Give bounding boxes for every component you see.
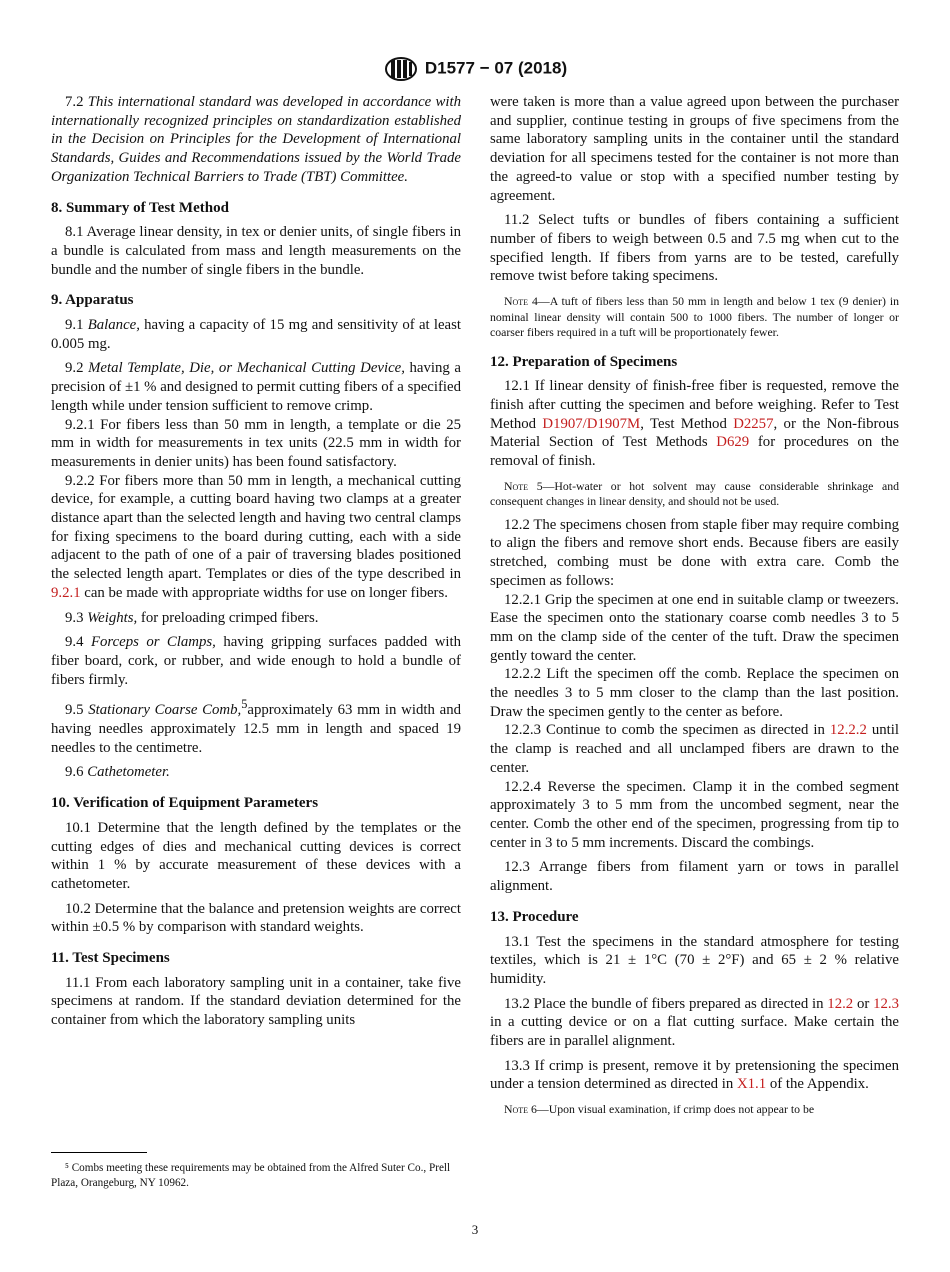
heading-12: 12. Preparation of Specimens [490,353,678,370]
heading-10: 10. Verification of Equipment Parameters [51,795,319,812]
note-6: Note 6—Upon visual examination, if crimp does not appear to be [504,1102,815,1117]
page-header [0,56,950,82]
section-9-4: 9.4 Forceps or Clamps, having gripping surfaces padded with fiber board, cork, or rubber, and wide enough to hold a bundle of fibers firmly. [51,634,462,688]
note-4: Note 4—A tuft of fibers less than 50 mm in length and below 1 tex (9 denier) in nominal linear density will contain 500 to 1000 fibers. The number of longer or coarser fibers required in a tuft will be proportionately fewer. [490,294,899,340]
section-10-1: 10.1 Determine that the length defined by the templates or the cutting edges of dies and mechanical cutting devices is correct within 1 % by accurate measurement of these devices with a cathetometer. [51,819,461,892]
section-12-2-4: 12.2.4 Reverse the specimen. Clamp it in the combed segment approximately 3 to 5 mm from the uncombed segment, near the center. Comb the other end of the specimen, progressing from tip to center in 3 to 5 mm increments. Discard the combings. [490,778,899,851]
section-11-2: 11.2 Select tufts or bundles of fibers containing a sufficient number of fibers to weigh between 0.5 and 7.5 mg when cut to the specified length. If fibers from yarns are to be tested, carefully remove twist before taking specimens. [490,212,899,285]
heading-9: 9. Apparatus [51,292,134,309]
section-10-2: 10.2 Determine that the balance and pretension weights are correct within ±0.5 % by comparison with standard weights. [51,900,461,936]
section-12-2: 12.2 The specimens chosen from staple fiber may require combing to align the fibers and remove short ends. Because fibers are easily stretched, combing must be done with extra care. Comb the specimen as follows: [490,516,900,589]
heading-11: 11. Test Specimens [51,950,170,967]
section-12-2-1: 12.2.1 Grip the specimen at one end in suitable clamp or tweezers. Ease the specimen onto the stationary coarse comb needles 3 to 5 mm on the clamp side of the center of the tuft. Draw the specimen gently toward the center. [490,591,899,664]
section-8-1: 8.1 Average linear density, in tex or denier units, of single fibers in a bundle is calculated from mass and length measurements on the bundle and the number of single fibers in the bundle. [51,224,461,278]
page-number: 3 [471,1222,479,1237]
section-9-1: 9.1 Balance, having a capacity of 15 mg and sensitivity of at least 0.005 mg. [51,317,461,352]
section-9-5: 9.5 Stationary Coarse Comb,$^5$approximately 63 mm in width and having needles approximately 12.5 mm in length and spaced 19 needles to the centimetre. [51,697,462,756]
ref-12-3[interactable]: 12.3 [873,995,899,1012]
section-12-3: 12.3 Arrange fibers from filament yarn or tows in parallel alignment. [490,859,899,895]
note-5: Note 5—Hot-water or hot solvent may cause considerable shrinkage and consequent changes in linear density, and should not be used. [490,478,900,509]
section-12-1: 12.1 If linear density of finish-free fiber is requested, remove the finish after cutting the specimen and before weighing. Refer to Test Method D1907/D1907M, Test Method D2257, or the Non-fibrous Material Section of Test Methods D629 for procedures on the removal of finish. [490,378,899,470]
section-13-2: 13.2 Place the bundle of fibers prepared as directed in 12.2 or 12.3 in a cutting device or on a flat cutting surface. Make certain the fibers are in parallel alignment. [490,995,899,1050]
heading-13: 13. Procedure [490,908,579,925]
ref-d2257[interactable]: D2257 [733,415,774,432]
right-column [490,93,899,1124]
ref-x1-1[interactable]: X1.1 [736,1076,767,1093]
section-13-1: 13.1 Test the specimens in the standard atmosphere for testing textiles, which is 21 ± 1°C (70 ± 2°F) and 65 ± 2 % relative humidity. [490,933,899,987]
section-7-2: 7.2 This international standard was developed in accordance with internationally recognized principles on standardization established in the Decision on Principles for the Development of International Standards, Guides and Recommendations issued by the World Trade Organization Technical Barriers to Trade (TBT) Committee. [51,94,461,185]
ref-12-2[interactable]: 12.2 [827,995,854,1012]
footnote-ref-5[interactable]: 5 [241,697,248,712]
ref-9-2-1[interactable]: 9.2.1 [51,584,81,601]
section-9-6: 9.6 Cathetometer. [65,764,170,781]
footnote-rule [51,1152,147,1153]
section-13-3: 13.3 If crimp is present, remove it by pretensioning the specimen under a tension determined as directed in X1.1 of the Appendix. [490,1057,899,1093]
left-column [51,93,461,1036]
astm-logo-icon [383,56,419,82]
document-designation: D1577 − 07 (2018) [424,58,568,78]
section-12-2-3: 12.2.3 Continue to comb the specimen as directed in 12.2.2 until the clamp is reached and all unclamped fibers are drawn to the center. [490,722,899,776]
section-9-2-2: 9.2.2 For fibers more than 50 mm in length, a mechanical cutting device, for example, a cutting board having two clamps at a greater distance apart than the selected length and having two central clamps for fixing specimens to the board during cutting, each with a side adjacent to the path of one of a pair of traversing blades positioned the selected length apart. Templates or dies of the type described in 9.2.1 can be made with appropriate widths for use on longer fibers. [51,472,461,601]
ref-d1907[interactable]: D1907/D1907M [542,415,641,432]
ref-d629[interactable]: D629 [716,434,750,451]
section-12-2-2: 12.2.2 Lift the specimen off the comb. Replace the specimen on the needles 3 to 5 mm closer to the clamp than the last position. Draw the specimen gently to the center as before. [490,666,899,720]
ref-12-2-2[interactable]: 12.2.2 [829,722,867,739]
heading-8: 8. Summary of Test Method [51,199,229,216]
section-9-2: 9.2 Metal Template, Die, or Mechanical Cutting Device, having a precision of ±1 % and designed to permit cutting fibers of a specified length while under tension sufficient to remove crimp. [51,360,461,414]
section-11-1: 11.1 From each laboratory sampling unit in a container, take five specimens at random. If the standard deviation determined for the container from which the laboratory sampling units [51,974,461,1029]
section-11-1-cont: were taken is more than a value agreed upon between the purchaser and supplier, continue testing in groups of five specimens from the same laboratory sampling units in the container until the standard deviation for all specimens tested for the container is not more than the agreed-to value or stop with a specified number testing by agreement. [490,94,899,204]
section-9-2-1: 9.2.1 For fibers less than 50 mm in length, a template or die 25 mm in width for measurements in tex units (22.5 mm in width for measurements in denier units) has been found satisfactory. [51,416,461,470]
section-9-3: 9.3 Weights, for preloading crimped fibers. [65,609,319,626]
footnote-5: ⁵ Combs meeting these requirements may be obtained from the Alfred Suter Co., Prell Plaza, Orangeburg, NY 10962. [51,1162,451,1189]
